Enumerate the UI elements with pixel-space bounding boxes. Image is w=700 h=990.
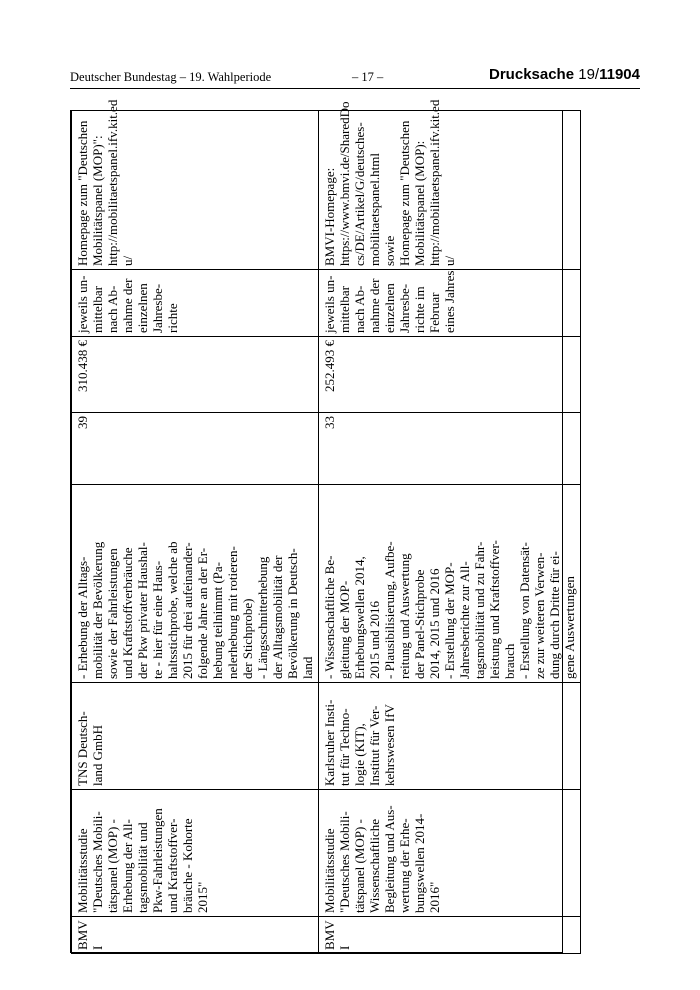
text-line: Jahresberichte zur All-: [457, 561, 472, 679]
header-parliament: Deutscher Bundestag – 19. Wahlperiode: [70, 70, 272, 84]
text-line: bungswellen 2014-: [412, 813, 427, 913]
text-line: der Alltagsmobilität der: [270, 555, 285, 679]
text-line: land: [300, 656, 315, 679]
text-line: - Erstellung der MOP-: [442, 562, 457, 679]
text-line: 2015 und 2016: [367, 601, 382, 679]
text-line: http://mobilitaetspanel.ifv.kit.ed: [427, 99, 442, 266]
text-line: haltsstichprobe, welche ab: [165, 541, 180, 679]
text-line: tätspanel (MOP) -: [352, 819, 367, 913]
document-label: Drucksache: [489, 66, 575, 83]
text-line: einzelnen: [382, 283, 397, 333]
cell-contractor: [319, 683, 581, 790]
cell-ministry: BMVI: [319, 917, 581, 954]
text-line: Wissenschaftliche: [367, 818, 382, 913]
text-line: BMVI-Homepage:: [322, 167, 337, 266]
cell-duration: 39: [72, 413, 319, 485]
text-line: Institut für Ver-: [367, 705, 382, 786]
text-line: Karlsruher Insti-: [322, 699, 337, 786]
text-line: TNS Deutsch-: [75, 711, 90, 786]
text-line: http://mobilitaetspanel.ifv.kit.ed: [105, 99, 120, 266]
text-line: dung durch Dritte für ei-: [547, 551, 562, 679]
cell-duration: 33: [319, 413, 581, 485]
text-line: Bevölkerung in Deutsch-: [285, 548, 300, 679]
text-line: Begleitung und Aus-: [382, 805, 397, 913]
text-line: - Erhebung der Alltags-: [75, 556, 90, 679]
text-line: eines Jahres: [442, 270, 457, 333]
text-line: nach Ab-: [352, 285, 367, 333]
page-number: – 17 –: [352, 70, 384, 84]
text-line: tätspanel (MOP) -: [105, 819, 120, 913]
text-line: und Kraftstoffverbräuche: [120, 547, 135, 679]
document-number: [489, 66, 640, 83]
text-line: - Plausibilisierung, Aufbe-: [382, 541, 397, 679]
text-line: te - hier für eine Haus-: [150, 560, 165, 679]
text-line: "Deutsches Mobili-: [337, 811, 352, 913]
text-line: mittelbar: [337, 286, 352, 333]
text-line: land GmbH: [90, 724, 105, 786]
text-line: und Kraftstoffver-: [165, 818, 180, 913]
text-line: der Pkw privater Haushal-: [135, 542, 150, 679]
cell-description: [72, 485, 319, 683]
text-line: nahme der: [120, 278, 135, 333]
text-line: - Wissenschaftliche Be-: [322, 555, 337, 679]
text-line: Jahresbe-: [397, 283, 412, 333]
text-line: Mobilitätspanel (MOP)":: [90, 135, 105, 266]
text-line: Februar: [427, 292, 442, 333]
page-header: [70, 66, 640, 89]
text-line: Jahresbe-: [150, 283, 165, 333]
text-line: jeweils un-: [75, 275, 90, 333]
text-line: folgende Jahre an der Er-: [195, 547, 210, 679]
text-line: u/: [442, 255, 457, 266]
text-line: - Längsschnitterhebung: [255, 556, 270, 679]
text-line: mittelbar: [90, 286, 105, 333]
cell-cost: 252.493 €: [319, 337, 581, 413]
text-line: Mobilitätsstudie: [75, 828, 90, 913]
text-line: kehrswesen IfV: [382, 704, 397, 786]
text-line: jeweils un-: [322, 275, 337, 333]
cell-source: [72, 99, 319, 270]
text-line: Erhebung der All-: [120, 819, 135, 913]
text-line: bräuche - Kohorte: [180, 818, 195, 913]
text-line: einzelnen: [135, 283, 150, 333]
text-line: mobilitaetspanel.html: [367, 152, 382, 266]
cell-publication: [72, 270, 319, 337]
cell-publication: [319, 270, 581, 337]
text-line: "Deutsches Mobili-: [90, 811, 105, 913]
text-line: ze zur weiteren Verwen-: [532, 552, 547, 679]
text-line: nahme der: [367, 278, 382, 333]
text-line: Mobilitätsstudie: [322, 828, 337, 913]
cell-contractor: [72, 683, 319, 790]
document-number-prefix: 19/: [578, 66, 600, 83]
cell-title: [319, 790, 581, 917]
text-line: tut für Techno-: [337, 708, 352, 786]
text-line: gleitung der MOP-: [337, 580, 352, 679]
text-line: cs/DE/Artikel/G/deutsches-: [352, 122, 367, 266]
document-number-value: 11904: [599, 66, 640, 83]
table-row: [72, 111, 319, 954]
text-line: richte: [165, 303, 180, 333]
text-line: sowie: [382, 235, 397, 266]
cell-ministry: BMVI: [72, 917, 319, 954]
cell-source: [319, 99, 581, 270]
cell-description: [319, 485, 581, 683]
text-line: hebung teilnimmt (Pa-: [210, 562, 225, 679]
text-line: Pkw-Fahrleistungen: [150, 808, 165, 913]
text-line: sowie der Fahrleistungen: [105, 548, 120, 679]
text-line: leistung und Kraftstoffver-: [487, 540, 502, 679]
contracts-table: [70, 99, 577, 953]
text-line: u/: [120, 255, 135, 266]
text-line: mobilität der Bevölkerung: [90, 541, 105, 679]
text-line: Erhebungswellen 2014,: [352, 556, 367, 679]
text-line: 2016": [427, 881, 442, 913]
text-line: 2015": [195, 881, 210, 913]
cell-cost: 310.438 €: [72, 337, 319, 413]
text-line: nelerhebung mit rotieren-: [225, 546, 240, 679]
text-line: der Panel-Stichprobe: [412, 569, 427, 679]
text-line: brauch: [502, 643, 517, 679]
text-line: wertung der Erhe-: [397, 818, 412, 913]
text-line: nach Ab-: [105, 285, 120, 333]
text-line: Homepage zum "Deutschen: [75, 120, 90, 266]
text-line: richte im: [412, 286, 427, 333]
text-line: tagsmobilität und: [135, 822, 150, 913]
text-line: Homepage zum "Deutschen: [397, 120, 412, 266]
text-line: tagsmobilität und zu Fahr-: [472, 541, 487, 679]
text-line: 2014, 2015 und 2016: [427, 568, 442, 679]
text-line: der Stichprobe): [240, 598, 255, 679]
text-line: - Erstellung von Datensät-: [517, 542, 532, 679]
text-line: logie (KIT),: [352, 723, 367, 786]
text-line: Mobilitätspanel (MOP):: [412, 140, 427, 266]
text-line: https://www.bmvi.de/SharedDo: [337, 101, 352, 266]
text-line: gene Auswertungen: [562, 576, 577, 679]
cell-title: [72, 790, 319, 917]
text-line: reitung und Auswertung: [397, 553, 412, 679]
table-row: [319, 111, 581, 954]
text-line: 2015 für drei aufeinander-: [180, 542, 195, 679]
